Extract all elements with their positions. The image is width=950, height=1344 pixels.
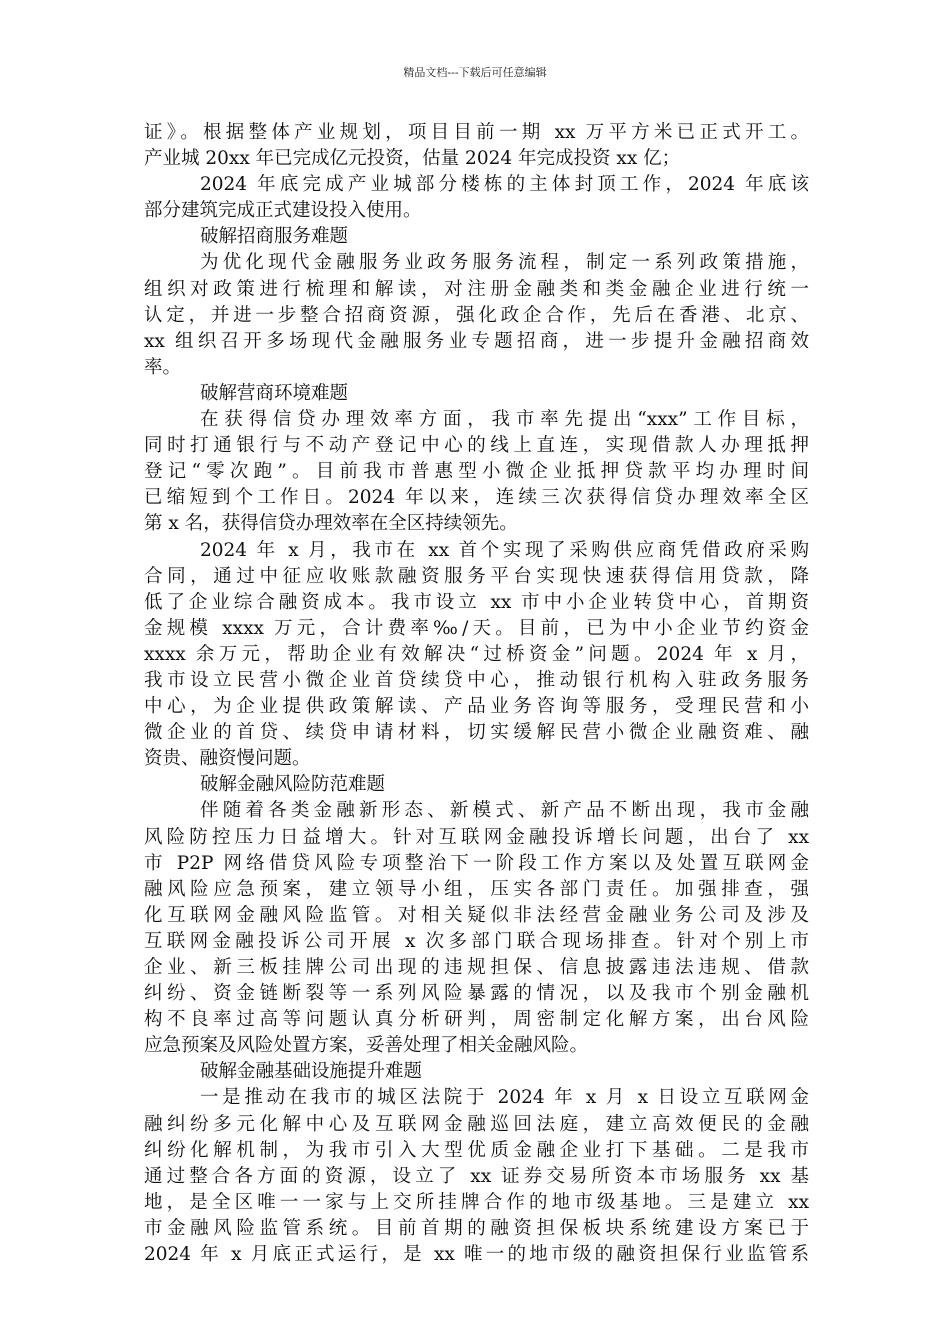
paragraph-line: 融纠纷多元化解中心及互联网金融巡回法庭，建立高效便民的金融 (144, 1113, 809, 1135)
paragraph-line: 在获得信贷办理效率方面，我市率先提出“xxx”工作目标， (200, 409, 809, 431)
paragraph-line: 我市设立民营小微企业首贷续贷中心，推动银行机构入驻政务服务 (144, 669, 809, 691)
paragraph-line: 已缩短到个工作日。2024 年以来，连续三次获得信贷办理效率全区 (144, 487, 809, 509)
paragraph-line: 纠纷、资金链断裂等一系列风险暴露的情况，以及我市个别金融机 (144, 983, 809, 1005)
section-heading: 破解营商环境难题 (200, 382, 349, 404)
paragraph-line: 部分建筑完成正式建设投入使用。 (144, 200, 422, 222)
section-heading: 破解招商服务难题 (200, 226, 349, 248)
paragraph-line: 市 P2P 网络借贷风险专项整治下一阶段工作方案以及处置互联网金 (144, 852, 809, 874)
paragraph-line: xxxx 余万元，帮助企业有效解决“过桥资金”问题。2024 年 x 月， (144, 643, 809, 665)
paragraph-line: 同时打通银行与不动产登记中心的线上直连，实现借款人办理抵押 (144, 435, 809, 457)
paragraph-line: 纠纷化解机制，为我市引入大型优质金融企业打下基础。二是我市 (144, 1139, 809, 1161)
paragraph-line: 认定，并进一步整合招商资源，强化政企合作，先后在香港、北京、 (144, 304, 809, 326)
paragraph-line: 证》。根据整体产业规划，项目目前一期 xx 万平方米已正式开工。 (144, 122, 809, 143)
document-body (144, 120, 809, 1268)
paragraph-line: 产业城 20xx 年已完成亿元投资，估量 2024 年完成投资 xx 亿； (144, 148, 681, 170)
paragraph-line: 化互联网金融风险监管。对相关疑似非法经营金融业务公司及涉及 (144, 904, 809, 926)
paragraph-line: 率。 (144, 356, 182, 378)
paragraph-line: 地，是全区唯一一家与上交所挂牌合作的地市级基地。三是建立 xx (144, 1191, 809, 1213)
paragraph-line: 2024 年底完成产业城部分楼栋的主体封顶工作，2024 年底该 (200, 174, 809, 196)
paragraph-line: 应急预案及风险处置方案，妥善处理了相关金融风险。 (144, 1035, 589, 1057)
paragraph-line: 2024 年 x 月底正式运行，是 xx 唯一的地市级的融资担保行业监管系 (144, 1244, 809, 1266)
page-header: 精品文档---下载后可任意编辑 (403, 66, 547, 79)
paragraph-line: 资贵、融资慢问题。 (144, 748, 311, 770)
paragraph-line: 低了企业综合融资成本。我市设立 xx 市中小企业转贷中心，首期资 (144, 591, 809, 613)
paragraph-line: 登记“零次跑”。目前我市普惠型小微企业抵押贷款平均办理时间 (144, 461, 809, 483)
paragraph-line: 互联网金融投诉公司开展 x 次多部门联合现场排查。针对个别上市 (144, 930, 809, 952)
paragraph-line: 市金融风险监管系统。目前首期的融资担保板块系统建设方案已于 (144, 1217, 809, 1239)
paragraph-line: 为优化现代金融服务业政务服务流程，制定一系列政策措施， (200, 252, 809, 274)
paragraph-line: xx 组织召开多场现代金融服务业专题招商，进一步提升金融招商效 (144, 330, 809, 352)
paragraph-line: 微企业的首贷、续贷申请材料，切实缓解民营小微企业融资难、融 (144, 722, 809, 744)
paragraph-line: 构不良率过高等问题认真分析研判，周密制定化解方案，出台风险 (144, 1009, 809, 1031)
paragraph-line: 融风险应急预案，建立领导小组，压实各部门责任。加强排查，强 (144, 878, 809, 900)
paragraph-line: 第 x 名，获得信贷办理效率在全区持续领先。 (144, 513, 518, 535)
paragraph-line: 企业、新三板挂牌公司出现的违规担保、信息披露违法违规、借款 (144, 957, 809, 978)
paragraph-line: 金规模 xxxx 万元，合计费率‰/天。目前，已为中小企业节约资金 (144, 617, 809, 639)
paragraph-line: 2024 年 x 月，我市在 xx 首个实现了采购供应商凭借政府采购 (200, 539, 809, 561)
paragraph-line: 中心，为企业提供政策解读、产品业务咨询等服务，受理民营和小 (144, 696, 809, 718)
section-heading: 破解金融风险防范难题 (200, 774, 386, 796)
paragraph-line: 伴随着各类金融新形态、新模式、新产品不断出现，我市金融 (200, 800, 809, 822)
paragraph-line: 合同，通过中征应收账款融资服务平台实现快速获得信用贷款，降 (144, 565, 809, 587)
section-heading: 破解金融基础设施提升难题 (200, 1061, 423, 1083)
paragraph-line: 组织对政策进行梳理和解读，对注册金融类和类金融企业进行统一 (144, 278, 809, 300)
paragraph-line: 风险防控压力日益增大。针对互联网金融投诉增长问题，出台了 xx (144, 826, 809, 848)
paragraph-line: 通过整合各方面的资源，设立了 xx 证券交易所资本市场服务 xx 基 (144, 1165, 809, 1187)
paragraph-line: 一是推动在我市的城区法院于 2024 年 x 月 x 日设立互联网金 (200, 1087, 809, 1109)
